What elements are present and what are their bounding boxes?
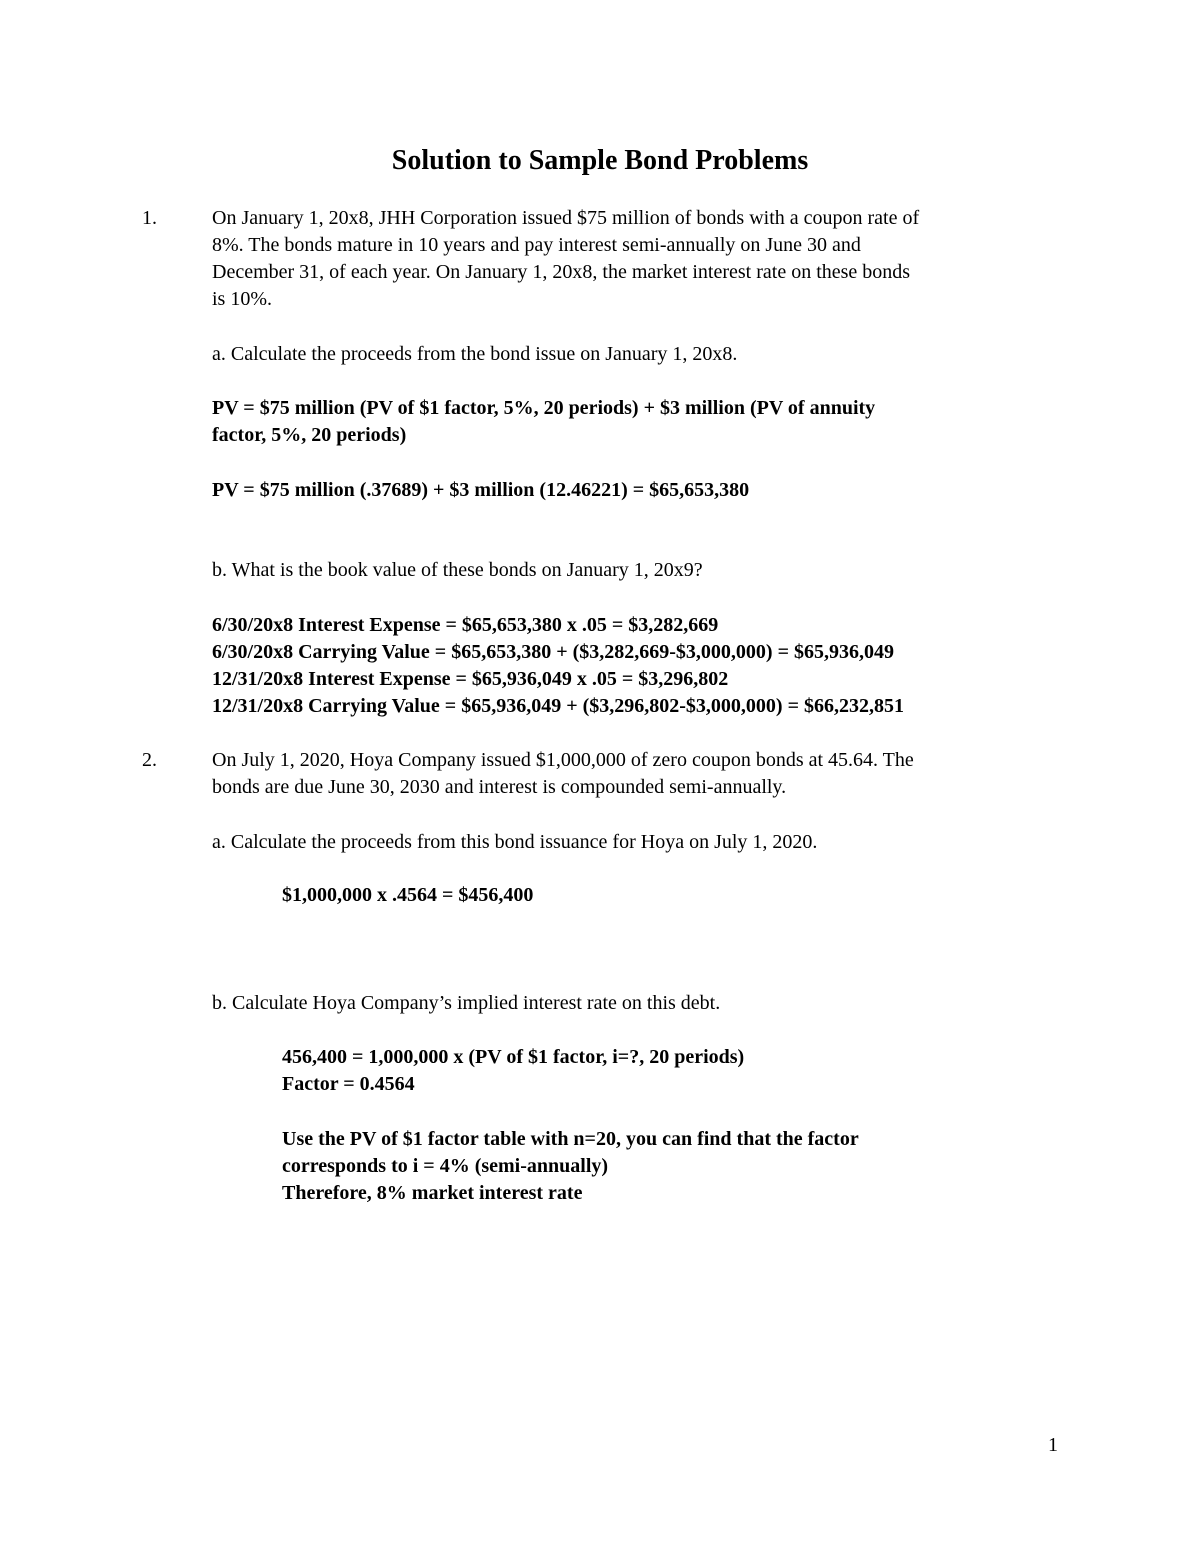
text-line: PV = $75 million (PV of $1 factor, 5%, 20 periods) + $3 million (PV of annuity bbox=[212, 397, 876, 419]
text-line: Factor = 0.4564 bbox=[282, 1073, 415, 1095]
problem-1a-formula bbox=[212, 395, 1072, 449]
text-line: 6/30/20x8 Carrying Value = $65,653,380 + ($3,282,669-$3,000,000) = $65,936,049 bbox=[212, 641, 894, 663]
text-line: corresponds to i = 4% (semi-annually) bbox=[282, 1155, 609, 1177]
text-line: 6/30/20x8 Interest Expense = $65,653,380 x .05 = $3,282,669 bbox=[212, 614, 719, 636]
problem-2a-answer: $1,000,000 x .4564 = $456,400 bbox=[282, 884, 534, 906]
text-line: Therefore, 8% market interest rate bbox=[282, 1182, 583, 1204]
problem-1b-question: b. What is the book value of these bonds on January 1, 20x9? bbox=[212, 559, 703, 581]
problem-2b-question: b. Calculate Hoya Company’s implied interest rate on this debt. bbox=[212, 992, 721, 1014]
page-title: Solution to Sample Bond Problems bbox=[391, 145, 809, 176]
text-line: factor, 5%, 20 periods) bbox=[212, 424, 407, 446]
problem-2b-answer bbox=[282, 1044, 1072, 1098]
problem-1a-question: a. Calculate the proceeds from the bond issue on January 1, 20x8. bbox=[212, 343, 738, 365]
text-line: 8%. The bonds mature in 10 years and pay interest semi-annually on June 30 and bbox=[212, 234, 861, 256]
problem-1-number: 1. bbox=[142, 207, 157, 229]
text-line: Use the PV of $1 factor table with n=20, you can find that the factor bbox=[282, 1128, 859, 1150]
text-line: On July 1, 2020, Hoya Company issued $1,000,000 of zero coupon bonds at 45.64. The bbox=[212, 749, 914, 771]
problem-2-text bbox=[212, 747, 1072, 801]
text-line: 12/31/20x8 Carrying Value = $65,936,049 + ($3,296,802-$3,000,000) = $66,232,851 bbox=[212, 695, 904, 717]
problem-2b-explanation bbox=[282, 1126, 1072, 1207]
text-line: On January 1, 20x8, JHH Corporation issued $75 million of bonds with a coupon rate of bbox=[212, 207, 920, 229]
text-line: December 31, of each year. On January 1, 20x8, the market interest rate on these bonds bbox=[212, 261, 911, 283]
problem-2-number: 2. bbox=[142, 749, 157, 771]
problem-1b-answer bbox=[212, 612, 1072, 720]
problem-1-text bbox=[212, 205, 1072, 313]
problem-1a-result: PV = $75 million (.37689) + $3 million (12.46221) = $65,653,380 bbox=[212, 479, 750, 501]
text-line: is 10%. bbox=[212, 288, 272, 310]
page-number: 1 bbox=[1048, 1434, 1058, 1456]
problem-2a-question: a. Calculate the proceeds from this bond issuance for Hoya on July 1, 2020. bbox=[212, 831, 818, 853]
text-line: 12/31/20x8 Interest Expense = $65,936,049 x .05 = $3,296,802 bbox=[212, 668, 729, 690]
text-line: 456,400 = 1,000,000 x (PV of $1 factor, i=?, 20 periods) bbox=[282, 1046, 745, 1068]
text-line: bonds are due June 30, 2030 and interest is compounded semi-annually. bbox=[212, 776, 787, 798]
